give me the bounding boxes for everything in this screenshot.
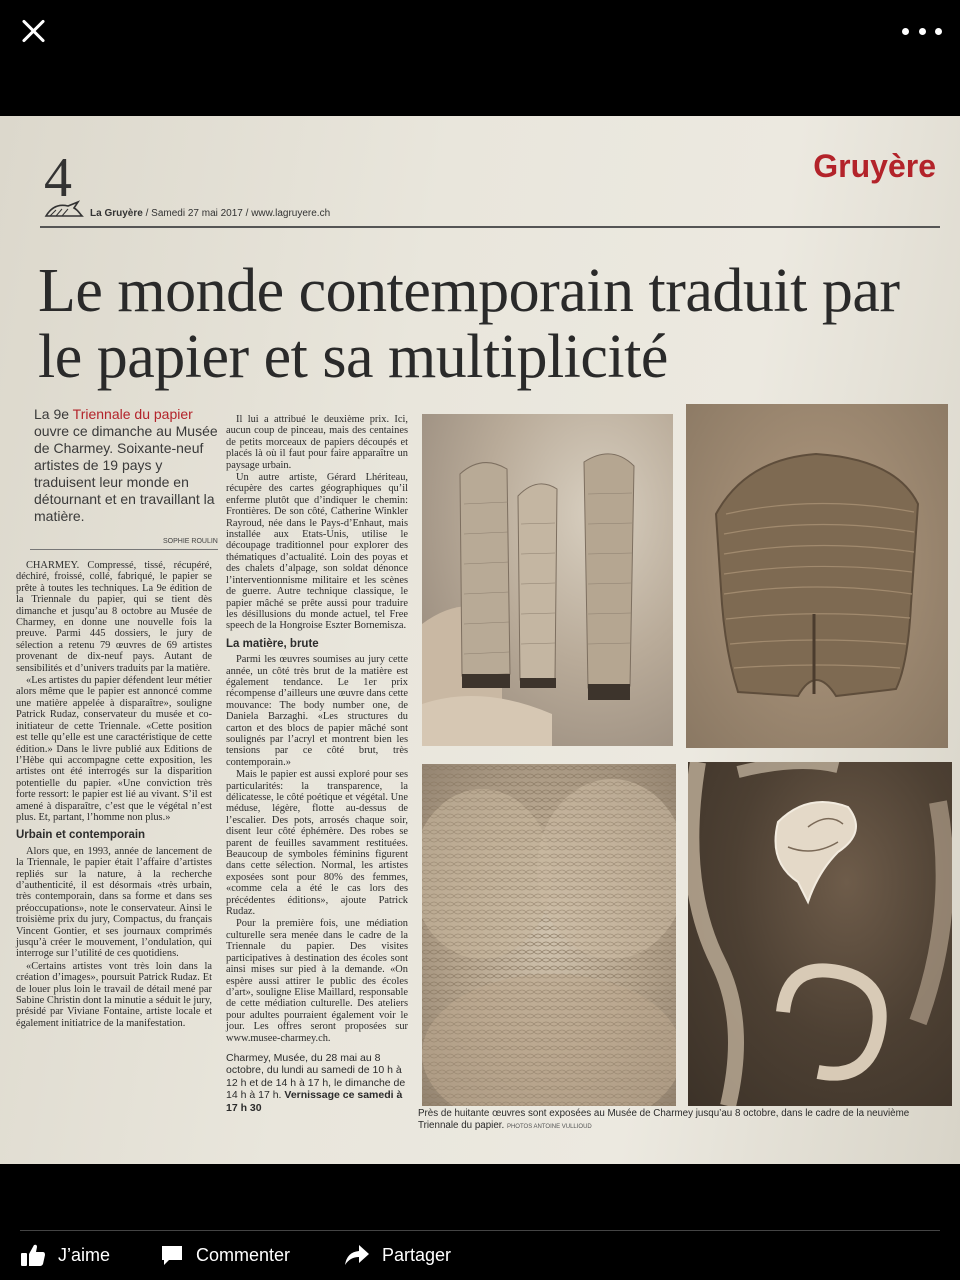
lead-rule xyxy=(30,549,218,550)
masthead-date: / Samedi 27 mai 2017 / www.lagruyere.ch xyxy=(142,208,331,219)
byline: SOPHIE ROULIN xyxy=(163,538,218,545)
top-rule xyxy=(40,226,940,228)
newspaper-photo xyxy=(0,116,960,1164)
lead-prefix: La 9e xyxy=(34,406,73,422)
article-column-1 xyxy=(16,560,212,1030)
paragraph: Pour la première fois, une médiation culturelle sera menée dans le cadre de la Triennale du papier. Des visites participatives à destination des écoles sont ainsi mises sur pied à la demande. «On espère aussi attirer le public des écoles d’art», souligne Elise Maillard, responsable de cette médiation culturelle. Des ateliers pour adultes pourraient également voir le jour. Les offres seront proposées sur www.musee-charmey.ch. xyxy=(226,918,408,1044)
masthead xyxy=(90,208,330,219)
article-lead xyxy=(34,406,218,525)
photo-credit: PHOTOS ANTOINE VULLIOUD xyxy=(506,1124,592,1130)
article-headline: Le monde contemporain traduit par le papier et sa multiplicité xyxy=(38,257,900,391)
info-vernissage: Vernissage ce samedi à 17 h 30 xyxy=(226,1089,403,1114)
more-dots-icon[interactable] xyxy=(902,22,942,40)
paragraph: Alors que, en 1993, année de lancement de la Triennale, le papier était l’affaire d’artistes repliés sur la nature, à la recherche d’authenticité, il est désormais «très urbain, très contemporain, dans sa forme et dans ses préoccupations», note le conservateur. Ainsi le troisième prix du jury, Compactus, du français Vincent Gontier, et ses journaux comprimés jusqu’à créer le mouvement, l’ondulation, qui interroge sur l’utilité de ces quotidiens. xyxy=(16,845,212,960)
thumbs-up-icon xyxy=(20,1243,46,1267)
lead-highlight: Triennale du papier xyxy=(72,406,193,422)
lead-text: ouvre ce dimanche au Musée de Charmey. Soixante-neuf artistes de 19 pays y traduisent leur monde en détournant et en travaillant la matière. xyxy=(34,423,218,524)
photo-mesh-paper xyxy=(422,764,676,1106)
photo-carton-sculpture xyxy=(686,404,948,748)
like-label: J’aime xyxy=(58,1244,111,1265)
comment-label: Commenter xyxy=(196,1244,291,1265)
action-bar-divider xyxy=(20,1230,940,1231)
paragraph: Un autre artiste, Gérard Lhériteau, récupère des cartes géographiques qu’il enferme plutôt que d’indiquer le chemin: Frontières. De son côté, Catherine Winkler Rayroud, née dans le Pays-d’Enhaut, mais installée aux Etats-Unis, utilise le découpage traditionnel pour explorer des thématiques d’actualité. Loin des poyas et des chalets d’alpage, son soldat dénonce l’interventionnisme militaire et les scènes de guerre. Autre technique classique, le papier mâché se prête aussi pour traduire les désillusions du monde actuel, tel Free speech de la Hongroise Eszter Bornemisza. xyxy=(226,472,408,632)
photo-caption xyxy=(418,1108,938,1133)
post-action-bar xyxy=(0,1164,960,1280)
paragraph: Il lui a attribué le deuxième prix. Ici, aucun coup de pinceau, mais des centaines de petits morceaux de papiers découpés et placés là où il faut pour faire apparaître un paysage urbain. xyxy=(226,414,408,471)
caption-text: Près de huitante œuvres sont exposées au Musée de Charmey jusqu’au 8 octobre, dans le cadre de la neuvième Triennale du papier. xyxy=(418,1108,910,1131)
share-arrow-icon xyxy=(344,1244,370,1266)
newspaper-bird-logo xyxy=(44,198,84,220)
paragraph: «Certains artistes vont très loin dans la création d’images», poursuit Patrick Rudaz. Et de louer plus loin le travail de détail mené par Sabine Christin dont la minutie a séduit le jury, présidé par Viviane Fontaine, artiste locale et également initiatrice de la manifestation. xyxy=(16,960,212,1029)
close-icon[interactable] xyxy=(16,14,50,48)
carton-sculpture-illustration xyxy=(686,404,948,748)
paragraph: «Les artistes du papier défendent leur métier alors même que le papier est annoncé comme une matière appelée à disparaître», souligne Patrick Rudaz, conservateur du musée et co-initiateur de cette Triennale. «Cette position est telle qu’elle est une caractéristique de cette édition.» Dans le livre publié aux Editions de l’Hèbe qui accompagne cette exposition, les artistes ont été interrogés sur la disparition potentielle du papier. «Une conviction très forte ressort: le papier est lié au vivant. S’il est amené à disparaître, c’est que le végétal n’est plus. Et, partant, l’homme non plus.» xyxy=(16,675,212,823)
like-button[interactable] xyxy=(20,1242,110,1268)
photo-paper-coils xyxy=(688,762,952,1106)
subheading: La matière, brute xyxy=(226,637,319,650)
subheading: Urbain et contemporain xyxy=(16,829,146,842)
comment-bubble-icon xyxy=(160,1243,184,1267)
article-column-2 xyxy=(226,414,408,1115)
share-label: Partager xyxy=(382,1244,452,1265)
section-title: Gruyère xyxy=(813,148,936,184)
paragraph: CHARMEY. Compressé, tissé, récupéré, déchiré, froissé, collé, fabriqué, le papier se prête à toutes les techniques. La 9e édition de la Triennale du papier, qui se tient dès dimanche et jusqu’au 8 octobre au Musée de Charmey, en donne une nouvelle fois la preuve. Parmi 445 dossiers, le jury de sélection a retenu 79 œuvres de 69 artistes provenant de dix-neuf pays. Autant de sensibilités et d’univers traduits par la matière. xyxy=(16,560,212,674)
mesh-paper-illustration xyxy=(422,764,676,1106)
exhibition-info xyxy=(226,1052,408,1114)
paper-coils-illustration xyxy=(688,762,952,1106)
paragraph: Mais le papier est aussi exploré pour ses particularités: la transparence, la délicatesse, le côté poétique et végétal. Une méduse, légère, flotte au-dessus de l’escalier. Des pots, arrosés chaque soir, disent leur côté éphémère. Des robes se parent de feuilles savamment restituées. Beaucoup de symboles féminins figurent dans cette sélection. Normal, les artistes exposées sont pour 80% des femmes, «comme cela a été le cas lors des précédentes éditions», ajoute Patrick Rudaz. xyxy=(226,769,408,918)
page-number: 4 xyxy=(44,147,72,209)
share-button[interactable] xyxy=(344,1242,451,1268)
paper-towers-illustration xyxy=(422,414,673,746)
viewer-top-bar xyxy=(0,0,960,116)
photo-paper-towers xyxy=(422,414,673,746)
comment-button[interactable] xyxy=(160,1242,290,1268)
paragraph: Parmi les œuvres soumises au jury cette année, un côté très brut de la matière est également tendance. Le 1er prix récompense d’ailleurs une œuvre dans cette mouvance: The body number one, de Daniela Barzaghi. «Les structures du carton et des blocs de papier mâché sont soulignés par l’acryl et montrent bien les tensions par ce côté brut, très contemporain.» xyxy=(226,654,408,768)
info-dates: Charmey, Musée, du 28 mai au 8 octobre, du lundi au samedi de 10 h à 12 h et de 14 h à 17 h, le dimanche de 14 h à 17 h. xyxy=(226,1051,406,1102)
masthead-name: La Gruyère xyxy=(90,208,143,219)
